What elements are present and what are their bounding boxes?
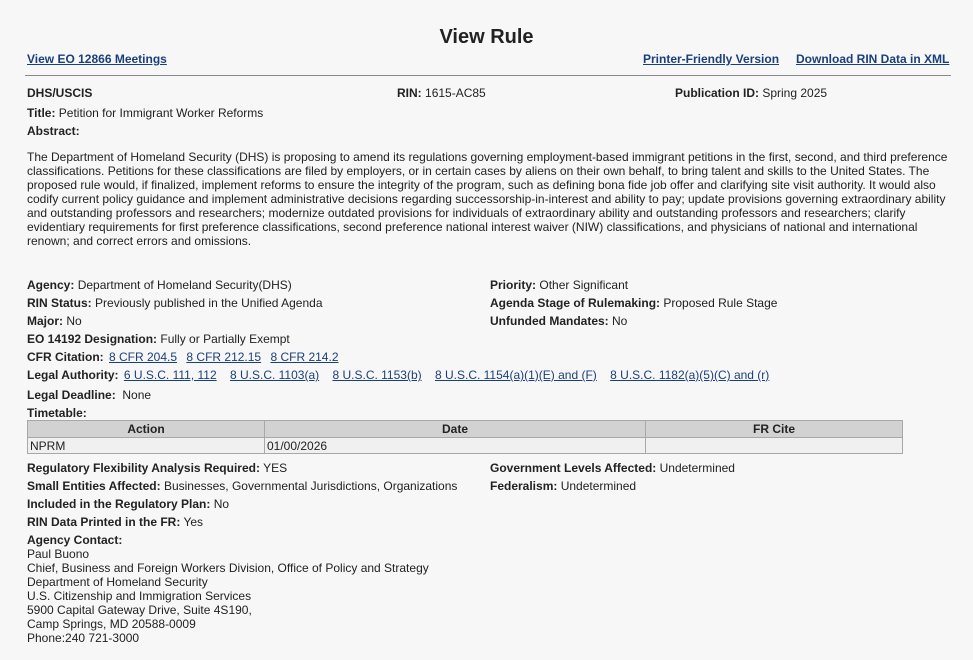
- timetable-table: [27, 420, 903, 454]
- rin-printed-field: RIN Data Printed in the FR: Yes: [27, 515, 204, 529]
- eo-designation-field: EO 14192 Designation: Fully or Partially Exempt: [27, 332, 290, 346]
- regulatory-plan-field: Included in the Regulatory Plan: No: [27, 497, 230, 511]
- header-divider: [25, 75, 951, 76]
- rin-field: RIN: 1615-AC85: [397, 86, 486, 100]
- contact-phone: Phone:240 721-3000: [27, 631, 140, 645]
- printer-friendly-link[interactable]: Printer-Friendly Version: [643, 52, 780, 66]
- rfa-field: Regulatory Flexibility Analysis Required: YES: [27, 461, 288, 475]
- contact-name: Paul Buono: [27, 547, 90, 561]
- agency-code: DHS/USCIS: [27, 86, 93, 100]
- table-cell-date: 01/00/2026: [265, 438, 646, 454]
- unfunded-mandates-field: Unfunded Mandates: No: [490, 314, 628, 328]
- priority-field: Priority: Other Significant: [490, 278, 629, 292]
- column-header-fr-cite: FR Cite: [646, 421, 903, 438]
- cfr-link[interactable]: 8 CFR 214.2: [270, 350, 339, 364]
- cfr-citation-field: CFR Citation: 8 CFR 204.5 8 CFR 212.15 8 CFR 214.2: [27, 350, 339, 364]
- contact-department: Department of Homeland Security: [27, 575, 208, 589]
- column-header-date: Date: [265, 421, 646, 438]
- timetable-label: Timetable:: [27, 406, 87, 420]
- publication-id-field: Publication ID: Spring 2025: [675, 86, 828, 100]
- legal-authority-link[interactable]: 8 U.S.C. 1103(a): [229, 368, 320, 382]
- table-header-row: [28, 421, 903, 438]
- abstract-label: Abstract:: [27, 124, 80, 138]
- agency-contact-label: Agency Contact:: [27, 533, 123, 547]
- legal-authority-field: Legal Authority: 6 U.S.C. 111, 112 8 U.S.C. 1103(a) 8 U.S.C. 1153(b) 8 U.S.C. 1154(a)(1)(E) and (F) 8 U.S.C. 1182(a)(5)(C) and (r): [27, 368, 770, 382]
- cfr-link[interactable]: 8 CFR 204.5: [109, 350, 178, 364]
- legal-authority-link[interactable]: 8 U.S.C. 1182(a)(5)(C) and (r): [610, 368, 770, 382]
- small-entities-field: Small Entities Affected: Businesses, Governmental Jurisdictions, Organizations: [27, 479, 458, 493]
- cfr-link[interactable]: 8 CFR 212.15: [186, 350, 262, 364]
- contact-title: Chief, Business and Foreign Workers Division, Office of Policy and Strategy: [27, 561, 429, 575]
- rin-status-field: RIN Status: Previously published in the Unified Agenda: [27, 296, 323, 310]
- agency-field: Agency: Department of Homeland Security(DHS): [27, 278, 292, 292]
- contact-city: Camp Springs, MD 20588-0009: [27, 617, 196, 631]
- legal-deadline-field: Legal Deadline: None: [27, 388, 152, 402]
- contact-address: 5900 Capital Gateway Drive, Suite 4S190,: [27, 603, 252, 617]
- major-field: Major: No: [27, 314, 82, 328]
- legal-authority-link[interactable]: 8 U.S.C. 1154(a)(1)(E) and (F): [434, 368, 597, 382]
- column-header-action: Action: [28, 421, 265, 438]
- legal-authority-link[interactable]: 8 U.S.C. 1153(b): [332, 368, 422, 382]
- table-cell-action: NPRM: [28, 438, 265, 454]
- government-levels-field: Government Levels Affected: Undetermined: [490, 461, 735, 475]
- table-cell-fr-cite: [646, 438, 903, 454]
- agenda-stage-field: Agenda Stage of Rulemaking: Proposed Rule Stage: [490, 296, 778, 310]
- contact-agency: U.S. Citizenship and Immigration Services: [27, 589, 252, 603]
- legal-authority-link[interactable]: 6 U.S.C. 111, 112: [123, 368, 217, 382]
- page-title: View Rule: [439, 26, 534, 48]
- abstract-text: The Department of Homeland Security (DHS) is proposing to amend its regulations governing employment-based immigrant petitions in the first, second, and third preference classifications. Petitions for these classifications are filed by employers, or in certain cases by aliens on their own behalf, to bring talent and skills to the United States. The proposed rule would, if finalized, implement reforms to ensure the integrity of the program, such as defining bona fide job offer and clarifying site visit authority. It would also codify current policy guidance and implement administrative decisions regarding successorship-in-interest and ability to pay; update provisions governing extraordinary ability and outstanding professors and researchers; modernize outdated provisions for individuals of extraordinary ability and outstanding professors and researchers; clarify evidentiary requirements for first preference classifications, second preference national interest waiver (NIW) classifications, and physicians of national and international renown; and correct errors and omissions.: [27, 150, 948, 248]
- view-eo-meetings-link[interactable]: View EO 12866 Meetings: [27, 52, 167, 66]
- agency-contact: [27, 533, 429, 645]
- federalism-field: Federalism: Undetermined: [490, 479, 637, 493]
- download-xml-link[interactable]: Download RIN Data in XML: [796, 52, 950, 66]
- table-row: [28, 438, 903, 454]
- rule-title-field: Title: Petition for Immigrant Worker Reforms: [27, 106, 264, 120]
